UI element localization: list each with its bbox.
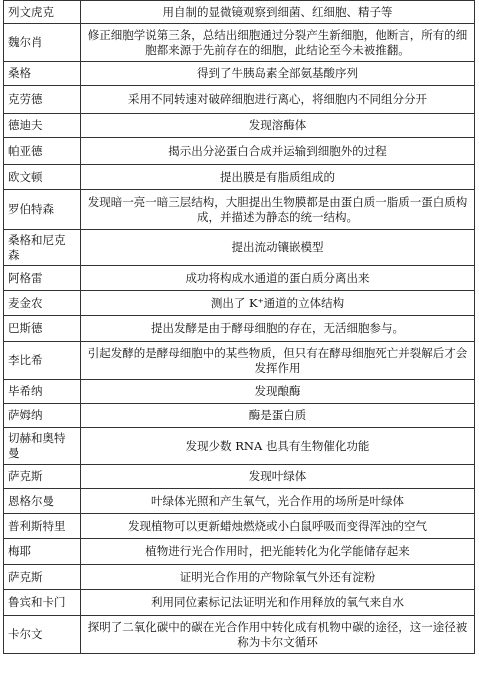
table-row: [4, 291, 475, 316]
table-row: [4, 514, 475, 539]
scientist-name-cell: 德迪夫: [4, 114, 81, 138]
table-row: [4, 590, 475, 616]
table-row: [4, 380, 475, 404]
discovery-description-cell: 发现少数 RNA 也具有生物催化功能: [81, 428, 475, 465]
table-row: [4, 230, 475, 266]
scientist-name-cell: 萨克斯: [4, 465, 81, 489]
table-row: [4, 24, 475, 62]
table-row: [4, 165, 475, 190]
scientist-name-cell: 恩格尔曼: [4, 489, 81, 514]
discovery-description-cell: 探明了二氧化碳中的碳在光合作用中转化成有机物中碳的途径，这一途径被称为卡尔文循环: [81, 616, 475, 654]
scientist-name-cell: 普利斯特里: [4, 514, 81, 539]
table-body: [4, 1, 475, 654]
scientist-name-cell: 毕希纳: [4, 380, 81, 404]
table-row: [4, 342, 475, 380]
discovery-description-cell: 用自制的显微镜观察到细菌、红细胞、精子等: [81, 1, 475, 24]
discovery-description-cell: 酶是蛋白质: [81, 404, 475, 428]
table-row: [4, 539, 475, 565]
discovery-description-cell: 发现植物可以更新蜡烛燃烧或小白鼠呼吸而变得浑浊的空气: [81, 514, 475, 539]
discovery-description-cell: 发现溶酶体: [81, 114, 475, 138]
scientist-name-cell: 鲁宾和卡门: [4, 590, 81, 616]
discovery-description-cell: 叶绿体光照和产生氧气，光合作用的场所是叶绿体: [81, 489, 475, 514]
discovery-description-cell: 植物进行光合作用时，把光能转化为化学能储存起来: [81, 539, 475, 565]
scientist-name-cell: 萨姆纳: [4, 404, 81, 428]
table-row: [4, 114, 475, 138]
scientist-name-cell: 欧文顿: [4, 165, 81, 190]
scientist-name-cell: 克劳德: [4, 86, 81, 114]
scientist-name-cell: 魏尔肖: [4, 24, 81, 62]
scientist-name-cell: 桑格和尼克森: [4, 230, 81, 266]
table-row: [4, 62, 475, 86]
scientist-name-cell: 桑格: [4, 62, 81, 86]
discovery-description-cell: 发现叶绿体: [81, 465, 475, 489]
discovery-description-cell: 测出了 K⁺通道的立体结构: [81, 291, 475, 316]
discovery-description-cell: 成功将构成水通道的蛋白质分离出来: [81, 266, 475, 291]
table-row: [4, 1, 475, 24]
table-row: [4, 428, 475, 465]
table-row: [4, 404, 475, 428]
scientist-name-cell: 阿格雷: [4, 266, 81, 291]
scientist-name-cell: 卡尔文: [4, 616, 81, 654]
discovery-description-cell: 得到了牛胰岛素全部氨基酸序列: [81, 62, 475, 86]
discovery-description-cell: 利用同位素标记法证明光和作用释放的氧气来自水: [81, 590, 475, 616]
table-row: [4, 465, 475, 489]
discovery-description-cell: 引起发酵的是酵母细胞中的某些物质，但只有在酵母细胞死亡并裂解后才会发挥作用: [81, 342, 475, 380]
scientist-name-cell: 切赫和奥特曼: [4, 428, 81, 465]
scientist-name-cell: 萨克斯: [4, 565, 81, 590]
scientist-name-cell: 梅耶: [4, 539, 81, 565]
table-row: [4, 316, 475, 342]
table-row: [4, 86, 475, 114]
scientist-name-cell: 巴斯德: [4, 316, 81, 342]
discovery-description-cell: 发现暗一亮一暗三层结构，大胆提出生物膜都是由蛋白质一脂质一蛋白质构成，并描述为静态的统一结构。: [81, 190, 475, 230]
scientist-name-cell: 帕亚德: [4, 138, 81, 165]
table-row: [4, 489, 475, 514]
discovery-description-cell: 提出流动镶嵌模型: [81, 230, 475, 266]
scientist-name-cell: 李比希: [4, 342, 81, 380]
scientist-discovery-table: [3, 0, 475, 654]
discovery-description-cell: 提出膜是有脂质组成的: [81, 165, 475, 190]
scientist-name-cell: 麦金农: [4, 291, 81, 316]
table-row: [4, 565, 475, 590]
table-row: [4, 138, 475, 165]
scientist-name-cell: 列文虎克: [4, 1, 81, 24]
table-row: [4, 616, 475, 654]
scientist-name-cell: 罗伯特森: [4, 190, 81, 230]
discovery-description-cell: 证明光合作用的产物除氧气外还有淀粉: [81, 565, 475, 590]
table-row: [4, 266, 475, 291]
discovery-description-cell: 发现酿酶: [81, 380, 475, 404]
discovery-description-cell: 提出发酵是由于酵母细胞的存在，无活细胞参与。: [81, 316, 475, 342]
discovery-description-cell: 揭示出分泌蛋白合成并运输到细胞外的过程: [81, 138, 475, 165]
discovery-description-cell: 修正细胞学说第三条，总结出细胞通过分裂产生新细胞，他断言，所有的细胞都来源于先前存在的细胞，此结论至今未被推翻。: [81, 24, 475, 62]
table-row: [4, 190, 475, 230]
discovery-description-cell: 采用不同转速对破碎细胞进行离心，将细胞内不同组分分开: [81, 86, 475, 114]
